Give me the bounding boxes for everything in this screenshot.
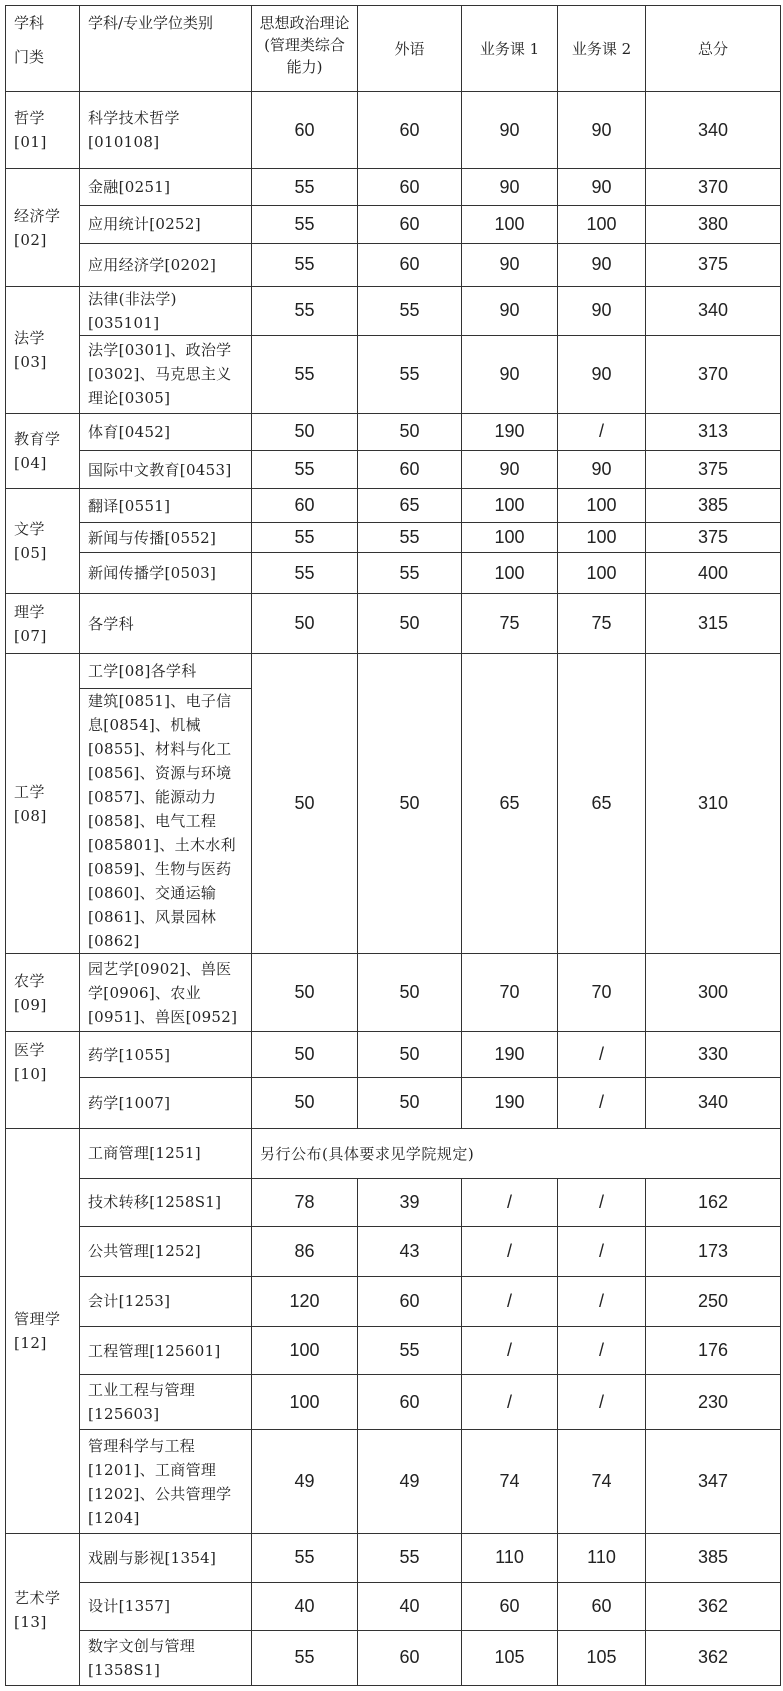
politics-score: 50 — [252, 1078, 358, 1128]
foreign-score: 55 — [358, 286, 462, 335]
table-row — [6, 954, 781, 1032]
category-name: 教育学 — [14, 429, 61, 448]
total-score: 230 — [646, 1375, 781, 1430]
politics-score: 100 — [252, 1375, 358, 1430]
category-name: 法学 — [14, 328, 46, 347]
course1-score: 90 — [462, 450, 558, 488]
course2-score: / — [558, 1276, 646, 1326]
category-code: [04] — [14, 453, 47, 472]
category-code: [09] — [14, 995, 47, 1014]
major-cell: 科学技术哲学[010108] — [80, 92, 252, 169]
course2-score: 74 — [558, 1430, 646, 1534]
course1-score: / — [462, 1276, 558, 1326]
category-name: 哲学 — [14, 109, 46, 128]
category-cell — [6, 489, 80, 594]
course2-score: 110 — [558, 1534, 646, 1582]
foreign-score: 55 — [358, 1326, 462, 1374]
header-foreign: 外语 — [358, 6, 462, 92]
table-row — [6, 206, 781, 243]
politics-score: 55 — [252, 553, 358, 594]
foreign-score: 39 — [358, 1178, 462, 1226]
total-score: 362 — [646, 1630, 781, 1685]
total-score: 375 — [646, 450, 781, 488]
category-name: 理学 — [14, 602, 46, 621]
major-cell: 管理科学与工程[1201]、工商管理[1202]、公共管理学[1204] — [80, 1430, 252, 1534]
major-cell: 园艺学[0902]、兽医学[0906]、农业[0951]、兽医[0952] — [80, 954, 252, 1032]
politics-score: 55 — [252, 450, 358, 488]
course2-score: / — [558, 1375, 646, 1430]
table-row — [6, 1630, 781, 1685]
category-code: [10] — [14, 1065, 47, 1084]
course2-score: / — [558, 1032, 646, 1078]
category-name: 农学 — [14, 971, 46, 990]
course2-score: / — [558, 1178, 646, 1226]
foreign-score: 55 — [358, 335, 462, 413]
politics-score: 120 — [252, 1276, 358, 1326]
table-row — [6, 1534, 781, 1582]
politics-score: 100 — [252, 1326, 358, 1374]
course1-score: 90 — [462, 286, 558, 335]
header-course1: 业务课 1 — [462, 6, 558, 92]
total-score: 385 — [646, 1534, 781, 1582]
total-score: 370 — [646, 335, 781, 413]
announcement-note: 另行公布(具体要求见学院规定) — [252, 1128, 781, 1178]
course1-score: 74 — [462, 1430, 558, 1534]
course1-score: 75 — [462, 594, 558, 654]
course1-score: 90 — [462, 335, 558, 413]
total-score: 347 — [646, 1430, 781, 1534]
table-row — [6, 654, 781, 688]
foreign-score: 50 — [358, 654, 462, 954]
header-politics-line2: (管理类综合 — [264, 36, 345, 54]
table-row — [6, 1078, 781, 1128]
course1-score: 90 — [462, 169, 558, 206]
header-politics-line1: 思想政治理论 — [259, 14, 350, 32]
politics-score: 55 — [252, 523, 358, 553]
foreign-score: 50 — [358, 954, 462, 1032]
category-name: 文学 — [14, 520, 46, 539]
course1-score: 90 — [462, 92, 558, 169]
course2-score: / — [558, 1326, 646, 1374]
foreign-score: 55 — [358, 553, 462, 594]
table-row — [6, 286, 781, 335]
politics-score: 55 — [252, 335, 358, 413]
category-cell — [6, 654, 80, 954]
header-politics — [252, 6, 358, 92]
category-code: [02] — [14, 230, 47, 249]
politics-score: 55 — [252, 243, 358, 286]
foreign-score: 55 — [358, 1534, 462, 1582]
category-code: [07] — [14, 626, 47, 645]
course1-score: 90 — [462, 243, 558, 286]
course1-score: / — [462, 1375, 558, 1430]
course2-score: 105 — [558, 1630, 646, 1685]
total-score: 176 — [646, 1326, 781, 1374]
major-cell: 法学[0301]、政治学[0302]、马克思主义理论[0305] — [80, 335, 252, 413]
politics-score: 49 — [252, 1430, 358, 1534]
foreign-score: 60 — [358, 1276, 462, 1326]
politics-score: 55 — [252, 1630, 358, 1685]
total-score: 250 — [646, 1276, 781, 1326]
course1-score: 105 — [462, 1630, 558, 1685]
major-cell: 药学[1055] — [80, 1032, 252, 1078]
category-code: [12] — [14, 1333, 47, 1352]
politics-score: 40 — [252, 1582, 358, 1630]
header-category — [6, 6, 80, 92]
major-cell: 技术转移[1258S1] — [80, 1178, 252, 1226]
course1-score: 70 — [462, 954, 558, 1032]
major-cell: 设计[1357] — [80, 1582, 252, 1630]
table-row — [6, 1226, 781, 1276]
course1-score: 100 — [462, 523, 558, 553]
course1-score: 190 — [462, 413, 558, 450]
course2-score: 100 — [558, 553, 646, 594]
course1-score: 100 — [462, 489, 558, 523]
politics-score: 55 — [252, 206, 358, 243]
total-score: 340 — [646, 1078, 781, 1128]
politics-score: 60 — [252, 489, 358, 523]
total-score: 310 — [646, 654, 781, 954]
table-row — [6, 489, 781, 523]
category-name: 管理学 — [14, 1309, 61, 1328]
politics-score: 78 — [252, 1178, 358, 1226]
course1-score: 110 — [462, 1534, 558, 1582]
total-score: 173 — [646, 1226, 781, 1276]
foreign-score: 60 — [358, 206, 462, 243]
politics-score: 55 — [252, 169, 358, 206]
major-cell: 建筑[0851]、电子信息[0854]、机械[0855]、材料与化工[0856]、资源与环境[0857]、能源动力[0858]、电气工程[085801]、土木水利[0859]、生物与医药[0860]、交通运输[0861]、风景园林[0862] — [80, 688, 252, 954]
foreign-score: 50 — [358, 1032, 462, 1078]
category-name: 经济学 — [14, 206, 61, 225]
course1-score: 65 — [462, 654, 558, 954]
politics-score: 50 — [252, 413, 358, 450]
total-score: 380 — [646, 206, 781, 243]
category-cell — [6, 413, 80, 488]
major-cell: 药学[1007] — [80, 1078, 252, 1128]
foreign-score: 60 — [358, 450, 462, 488]
category-code: [08] — [14, 806, 47, 825]
course2-score: 100 — [558, 206, 646, 243]
header-category-line2: 门类 — [14, 48, 45, 66]
total-score: 375 — [646, 523, 781, 553]
major-cell: 公共管理[1252] — [80, 1226, 252, 1276]
politics-score: 50 — [252, 954, 358, 1032]
major-cell: 法律(非法学)[035101] — [80, 286, 252, 335]
major-cell: 金融[0251] — [80, 169, 252, 206]
course2-score: 90 — [558, 335, 646, 413]
foreign-score: 65 — [358, 489, 462, 523]
header-row — [6, 6, 781, 92]
major-cell: 工学[08]各学科 — [80, 654, 252, 688]
course1-score: / — [462, 1178, 558, 1226]
foreign-score: 40 — [358, 1582, 462, 1630]
major-cell: 新闻传播学[0503] — [80, 553, 252, 594]
total-score: 330 — [646, 1032, 781, 1078]
politics-score: 50 — [252, 1032, 358, 1078]
major-cell: 会计[1253] — [80, 1276, 252, 1326]
course1-score: 190 — [462, 1078, 558, 1128]
table-row — [6, 169, 781, 206]
course2-score: / — [558, 1078, 646, 1128]
table-row — [6, 553, 781, 594]
course1-score: 100 — [462, 553, 558, 594]
category-cell — [6, 169, 80, 286]
table-row — [6, 1032, 781, 1078]
major-cell: 翻译[0551] — [80, 489, 252, 523]
major-cell: 工程管理[125601] — [80, 1326, 252, 1374]
category-cell — [6, 594, 80, 654]
total-score: 313 — [646, 413, 781, 450]
table-row — [6, 1326, 781, 1374]
course2-score: 90 — [558, 286, 646, 335]
category-code: [13] — [14, 1612, 47, 1631]
major-cell: 工商管理[1251] — [80, 1128, 252, 1178]
table-row — [6, 335, 781, 413]
foreign-score: 55 — [358, 523, 462, 553]
score-table — [5, 5, 781, 1686]
course2-score: / — [558, 1226, 646, 1276]
politics-score: 55 — [252, 286, 358, 335]
foreign-score: 50 — [358, 594, 462, 654]
politics-score: 50 — [252, 654, 358, 954]
category-cell — [6, 92, 80, 169]
header-category-line1: 学科 — [14, 14, 45, 32]
category-cell — [6, 286, 80, 413]
total-score: 315 — [646, 594, 781, 654]
table-row — [6, 1178, 781, 1226]
foreign-score: 60 — [358, 169, 462, 206]
major-cell: 应用经济学[0202] — [80, 243, 252, 286]
header-course2: 业务课 2 — [558, 6, 646, 92]
table-row — [6, 523, 781, 553]
course1-score: 190 — [462, 1032, 558, 1078]
category-name: 医学 — [14, 1041, 46, 1060]
category-code: [01] — [14, 133, 47, 152]
total-score: 162 — [646, 1178, 781, 1226]
major-cell: 应用统计[0252] — [80, 206, 252, 243]
course2-score: 90 — [558, 243, 646, 286]
table-row — [6, 1276, 781, 1326]
total-score: 340 — [646, 286, 781, 335]
course1-score: 60 — [462, 1582, 558, 1630]
foreign-score: 60 — [358, 243, 462, 286]
politics-score: 86 — [252, 1226, 358, 1276]
foreign-score: 43 — [358, 1226, 462, 1276]
major-cell: 工业工程与管理[125603] — [80, 1375, 252, 1430]
category-cell — [6, 1032, 80, 1128]
foreign-score: 60 — [358, 92, 462, 169]
major-cell: 体育[0452] — [80, 413, 252, 450]
total-score: 370 — [646, 169, 781, 206]
course2-score: 90 — [558, 450, 646, 488]
category-code: [03] — [14, 352, 47, 371]
table-row — [6, 450, 781, 488]
total-score: 362 — [646, 1582, 781, 1630]
course2-score: 70 — [558, 954, 646, 1032]
total-score: 385 — [646, 489, 781, 523]
foreign-score: 49 — [358, 1430, 462, 1534]
major-cell: 各学科 — [80, 594, 252, 654]
course2-score: 60 — [558, 1582, 646, 1630]
foreign-score: 50 — [358, 413, 462, 450]
course2-score: 75 — [558, 594, 646, 654]
table-row — [6, 92, 781, 169]
course1-score: / — [462, 1226, 558, 1276]
table-row — [6, 1375, 781, 1430]
category-name: 工学 — [14, 782, 46, 801]
total-score: 340 — [646, 92, 781, 169]
course2-score: / — [558, 413, 646, 450]
course1-score: 100 — [462, 206, 558, 243]
foreign-score: 50 — [358, 1078, 462, 1128]
total-score: 300 — [646, 954, 781, 1032]
major-cell: 国际中文教育[0453] — [80, 450, 252, 488]
category-cell — [6, 1128, 80, 1534]
table-row — [6, 1128, 781, 1178]
header-total: 总分 — [646, 6, 781, 92]
header-politics-line3: 能力) — [286, 58, 323, 76]
header-major: 学科/专业学位类别 — [80, 6, 252, 92]
course1-score: / — [462, 1326, 558, 1374]
course2-score: 100 — [558, 489, 646, 523]
category-cell — [6, 954, 80, 1032]
category-name: 艺术学 — [14, 1588, 61, 1607]
major-cell: 新闻与传播[0552] — [80, 523, 252, 553]
table-row — [6, 243, 781, 286]
category-code: [05] — [14, 544, 47, 563]
course2-score: 65 — [558, 654, 646, 954]
course2-score: 100 — [558, 523, 646, 553]
politics-score: 60 — [252, 92, 358, 169]
politics-score: 50 — [252, 594, 358, 654]
major-cell: 戏剧与影视[1354] — [80, 1534, 252, 1582]
foreign-score: 60 — [358, 1375, 462, 1430]
major-cell: 数字文创与管理[1358S1] — [80, 1630, 252, 1685]
politics-score: 55 — [252, 1534, 358, 1582]
table-row — [6, 594, 781, 654]
table-row — [6, 1582, 781, 1630]
category-cell — [6, 1534, 80, 1686]
total-score: 400 — [646, 553, 781, 594]
foreign-score: 60 — [358, 1630, 462, 1685]
course2-score: 90 — [558, 92, 646, 169]
table-row — [6, 413, 781, 450]
course2-score: 90 — [558, 169, 646, 206]
total-score: 375 — [646, 243, 781, 286]
table-row — [6, 1430, 781, 1534]
